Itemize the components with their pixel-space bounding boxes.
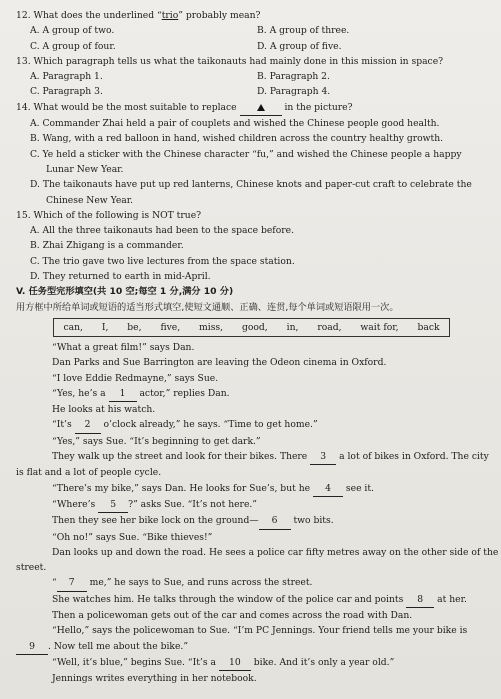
story-line: 9 . Now tell me about the bike.”: [16, 639, 495, 655]
option-d-cont: Chinese New Year.: [46, 194, 134, 206]
option-c: C. Paragraph 3.: [30, 86, 103, 98]
blank-4: 4: [313, 481, 343, 497]
option-c-cont: Lunar New Year.: [46, 163, 124, 175]
story-line: Then a policewoman gets out of the car and comes across the road with Dan.: [52, 609, 413, 621]
blank-6: 6: [259, 513, 291, 529]
option-b: B. Zhai Zhigang is a commander.: [30, 240, 184, 252]
question-13: 13. Which paragraph tells us what the taikonauts had mainly done in this mission in space?: [16, 55, 444, 67]
underlined-word: trio: [161, 10, 179, 21]
question-15: 15. Which of the following is NOT true?: [16, 209, 202, 221]
story-line: “Where’s 5 ?” asks Sue. “It’s not here.”: [16, 497, 495, 513]
story-line: “Well, it’s blue,” begins Sue. “It’s a 10 bike. And it’s only a year old.”: [16, 655, 495, 671]
story-line: Jennings writes everything in her notebook.: [52, 673, 257, 685]
word-bank-item: miss,: [199, 321, 224, 333]
q13-options-row2: [16, 84, 495, 99]
blank-5: 5: [98, 497, 128, 513]
word-bank-item: can,: [63, 321, 83, 333]
story-line: Dan Parks and Sue Barrington are leaving the Odeon cinema in Oxford.: [52, 357, 387, 369]
question-14: 14. What would be the most suitable to replace in the picture?: [16, 100, 495, 116]
triangle-icon: [257, 104, 265, 111]
story-line: “It’s 2 o’clock already,” he says. “Time to get home.”: [16, 417, 495, 433]
blank-2: 2: [75, 417, 101, 433]
story-line: is flat and a lot of people cycle.: [16, 467, 162, 479]
blank-3: 3: [310, 449, 336, 465]
option-c: C. The trio gave two live lectures from the space station.: [30, 255, 295, 267]
story-line: “What a great film!” says Dan.: [52, 341, 195, 353]
story-line: “Oh no!” says Sue. “Bike thieves!”: [52, 531, 213, 543]
story-line: “I love Eddie Redmayne,” says Sue.: [52, 372, 219, 384]
story-line: Dan looks up and down the road. He sees a police car fifty metres away on the other side of the: [52, 546, 499, 558]
word-bank-item: road,: [317, 321, 342, 333]
story-line: street.: [16, 562, 47, 574]
story-line: “Yes, he’s a 1 actor,” replies Dan.: [16, 386, 495, 402]
story-line: “There’s my bike,” says Dan. He looks for Sue’s, but he 4 see it.: [16, 481, 495, 497]
option-b: B. Wang, with a red balloon in hand, wished children across the country healthy growth.: [30, 133, 444, 145]
story-line: “Hello,” says the policewoman to Sue. “I’m PC Jennings. Your friend tells me your bike is: [52, 625, 468, 637]
word-bank-item: back: [417, 321, 440, 333]
option-d: D. Paragraph 4.: [257, 86, 331, 98]
story-line: She watches him. He talks through the window of the police car and points 8 at her.: [16, 592, 495, 608]
story-line: “ 7 me,” he says to Sue, and runs across the street.: [16, 575, 495, 591]
story-line: “Yes,” says Sue. “It’s beginning to get dark.”: [52, 435, 261, 447]
word-bank-item: good,: [241, 321, 268, 333]
word-bank-item: in,: [286, 321, 299, 333]
word-bank-item: I,: [101, 321, 109, 333]
story-line: They walk up the street and look for their bikes. There 3 a lot of bikes in Oxford. The city: [16, 449, 495, 465]
word-bank-item: wait for,: [360, 321, 399, 333]
blank-10: 10: [219, 655, 251, 671]
story-line: Then they see her bike lock on the ground— 6 two bits.: [16, 513, 495, 529]
option-c: C. A group of four.: [30, 40, 116, 52]
word-bank: [53, 318, 450, 337]
option-b: B. A group of three.: [257, 25, 350, 37]
q12-options-row2: [16, 39, 495, 54]
word-bank-item: five,: [160, 321, 181, 333]
option-a: A. Commander Zhai held a pair of couplets and wished the Chinese people good health.: [30, 118, 440, 130]
blank-1: 1: [109, 386, 137, 402]
option-d: D. They returned to earth in mid-April.: [30, 271, 211, 283]
option-a: A. Paragraph 1.: [30, 71, 103, 83]
option-a: A. A group of two.: [30, 25, 115, 37]
blank-8: 8: [406, 592, 434, 608]
blank-9: 9: [16, 639, 48, 655]
option-d: D. A group of five.: [257, 40, 342, 52]
option-a: A. All the three taikonauts had been to the space before.: [30, 225, 294, 237]
option-d: D. The taikonauts have put up red lanterns, Chinese knots and paper-cut craft to celebrate the: [30, 179, 472, 191]
blank-7: 7: [57, 575, 87, 591]
section-instruction: 用方框中所给单词或短语的适当形式填空,使短文通顺、正确、连贯,每个单词或短语限用一次。: [16, 301, 399, 313]
q13-options-row1: [16, 69, 495, 84]
question-12: 12. What does the underlined “trio” probably mean?: [16, 10, 261, 21]
option-c: C. Ye held a sticker with the Chinese character “fu,” and wished the Chinese people a happy: [30, 148, 462, 160]
triangle-blank: [240, 100, 282, 116]
section-title: V. 任务型完形填空(共 10 空;每空 1 分,满分 10 分): [16, 286, 234, 298]
story-line: He looks at his watch.: [52, 404, 156, 416]
word-bank-item: be,: [127, 321, 142, 333]
option-b: B. Paragraph 2.: [257, 71, 330, 83]
q12-options-row1: [16, 23, 495, 38]
